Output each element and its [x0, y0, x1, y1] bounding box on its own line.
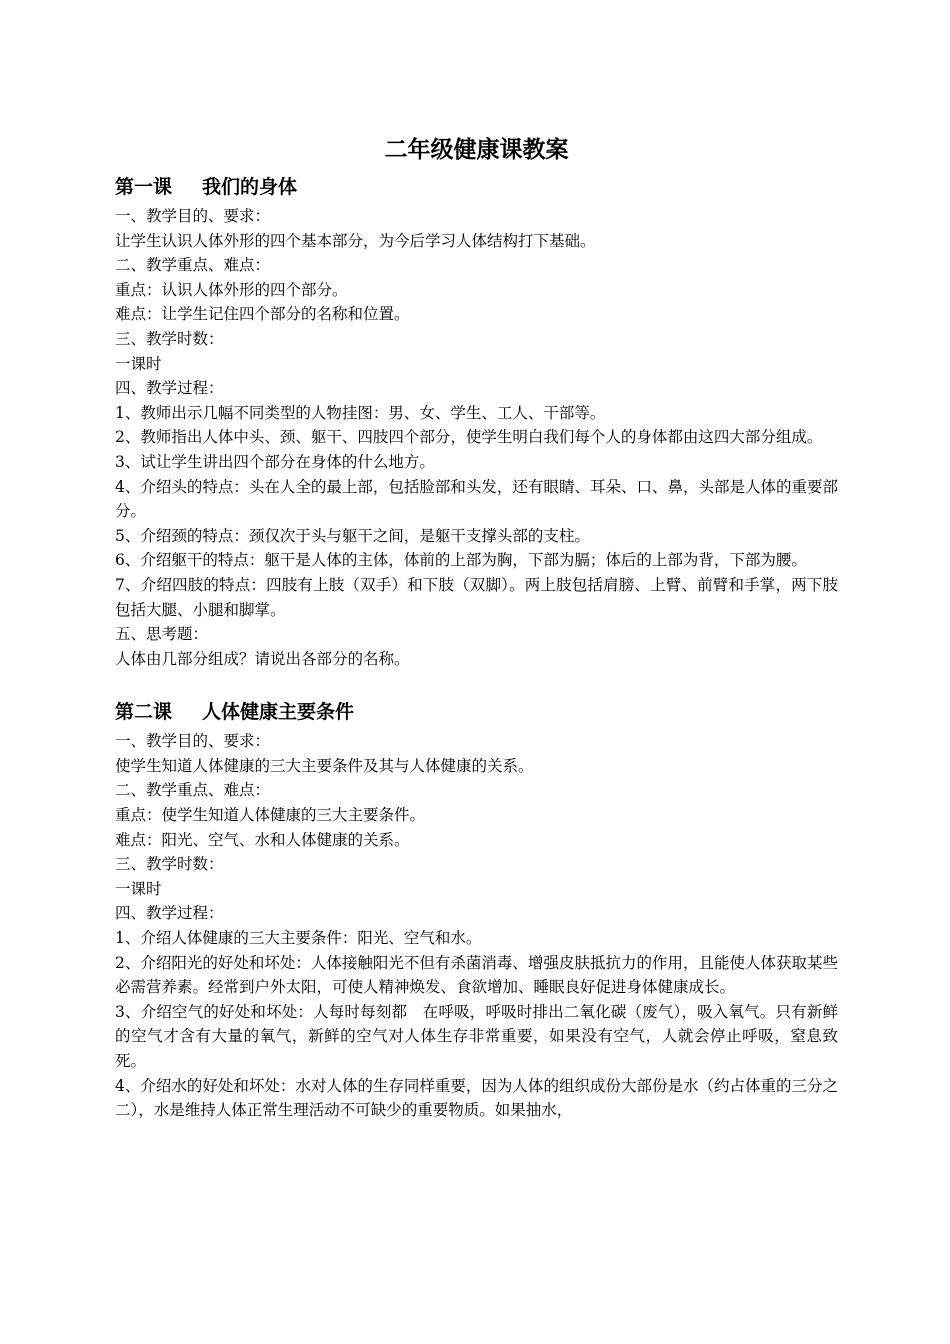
lesson-paragraph: 2、介绍阳光的好处和坏处：人体接触阳光不但有杀菌消毒、增强皮肤抵抗力的作用，且能使人体获取某些必需营养素。经常到户外太阳，可使人精神焕发、食欲增加、睡眠良好促进身体健康成长。 [115, 953, 838, 997]
lesson-paragraph: 1、教师出示几幅不同类型的人物挂图：男、女、学生、工人、干部等。 [115, 403, 606, 422]
lesson-heading [115, 695, 838, 729]
lesson-paragraph: 一、教学目的、要求： [115, 732, 271, 751]
lesson-paragraph: 一课时 [115, 354, 162, 373]
lesson-number: 第一课 [115, 176, 173, 198]
lesson-paragraph: 难点：让学生记住四个部分的名称和位置。 [115, 305, 410, 324]
lesson-paragraph: 3、介绍空气的好处和坏处：人每时每刻都 在呼吸，呼吸时排出二氧化碳（废气），吸入氧气。只有新鲜的空气才含有大量的氧气，新鲜的空气对人体生存非常重要，如果没有空气，人就会停止呼吸，窒息致死。 [115, 1002, 838, 1070]
lesson-paragraph: 1、介绍人体健康的三大主要条件：阳光、空气和水。 [115, 929, 482, 948]
lesson-paragraph: 一课时 [115, 879, 162, 898]
lesson-heading [115, 170, 838, 204]
document-title: 二年级健康课教案 [384, 136, 569, 163]
lesson-paragraph: 二、教学重点、难点： [115, 781, 271, 800]
lesson-paragraph: 二、教学重点、难点： [115, 256, 271, 275]
lesson-paragraph: 难点：阳光、空气、水和人体健康的关系。 [115, 830, 410, 849]
lesson-paragraph: 7、介绍四肢的特点：四肢有上肢（双手）和下肢（双脚）。两上肢包括肩膀、上臂、前臂和手掌，两下肢包括大腿、小腿和脚掌。 [115, 575, 838, 619]
lesson-paragraph: 三、教学时数： [115, 855, 224, 874]
lesson-paragraph: 4、介绍头的特点：头在人全的最上部，包括脸部和头发，还有眼睛、耳朵、口、鼻，头部是人体的重要部分。 [115, 477, 838, 521]
lesson-paragraph: 四、教学过程： [115, 379, 224, 398]
lesson-list [115, 170, 838, 1123]
lesson-name: 人体健康主要条件 [202, 701, 355, 724]
lesson-paragraph: 2、教师指出人体中头、颈、躯干、四肢四个部分，使学生明白我们每个人的身体都由这四大部分组成。 [115, 428, 823, 447]
lesson-paragraph: 3、试让学生讲出四个部分在身体的什么地方。 [115, 452, 435, 471]
lesson-section [115, 695, 838, 1123]
lesson-number: 第二课 [115, 701, 173, 724]
lesson-paragraph: 5、介绍颈的特点：颈仅次于头与躯干之间，是躯干支撑头部的支柱。 [115, 526, 590, 545]
lesson-paragraph: 4、介绍水的好处和坏处：水对人体的生存同样重要，因为人体的组织成份大部份是水（约占体重的三分之二），水是维持人体正常生理活动不可缺少的重要物质。如果抽水， [115, 1076, 838, 1120]
lesson-paragraph: 重点：认识人体外形的四个部分。 [115, 280, 348, 299]
lesson-paragraph: 三、教学时数： [115, 329, 224, 348]
lesson-paragraph: 五、思考题： [115, 625, 209, 644]
lesson-section [115, 170, 838, 671]
lesson-paragraph: 重点：使学生知道人体健康的三大主要条件。 [115, 806, 426, 825]
lesson-paragraph: 让学生认识人体外形的四个基本部分，为今后学习人体结构打下基础。 [115, 231, 596, 250]
lesson-paragraph: 6、介绍躯干的特点：躯干是人体的主体，体前的上部为胸，下部为膈；体后的上部为背，下部为腰。 [115, 551, 807, 570]
lesson-paragraph: 人体由几部分组成？请说出各部分的名称。 [115, 649, 410, 668]
lesson-paragraph: 一、教学目的、要求： [115, 207, 271, 225]
lesson-paragraph: 四、教学过程： [115, 904, 224, 923]
lesson-name: 我们的身体 [202, 176, 298, 198]
lesson-paragraph: 使学生知道人体健康的三大主要条件及其与人体健康的关系。 [115, 756, 534, 775]
document-page [115, 130, 838, 1123]
